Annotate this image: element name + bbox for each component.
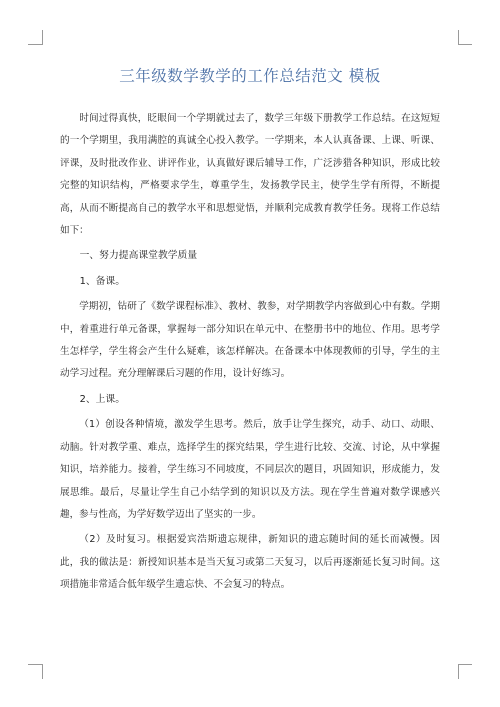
- corner-mark-bottom-right-h: [458, 664, 472, 665]
- class-teaching-paragraph: （1）创设各种情境，激发学生思考。然后，放手让学生探究，动手、动口、动眼、动脑。针对教学重、难点，选择学生的探究结果，学生进行比较、交流、讨论，从中掌握知识，培养能力。接着，学生练习不同坡度，不同层次的题目，巩固知识，形成能力，发展思维。最后，尽量让学生自己小结学到的知识以及方法。现在学生普遍对数学课感兴趣，参与性高，为学好数学迈出了坚实的一步。: [60, 419, 440, 520]
- document-body: [60, 108, 440, 597]
- corner-mark-bottom-left-h: [28, 664, 42, 665]
- corner-mark-top-left-h: [28, 44, 42, 45]
- corner-mark-top-left-v: [42, 30, 43, 45]
- corner-mark-bottom-right-v: [458, 664, 459, 679]
- intro-paragraph: 时间过得真快，眨眼间一个学期就过去了，数学三年级下册教学工作总结。在这短短的一个学期里，我用满腔的真诚全心投入教学。一学期来，本人认真备课、上课、听课、评课，及时批改作业、讲评作业，认真做好课后辅导工作，广泛涉猎各种知识，形成比较完整的知识结构，严格要求学生，尊重学生，发扬教学民主，使学生学有所得，不断提高，从而不断提高自己的教学水平和思想觉悟，并顺利完成教育教学任务。现将工作总结如下：: [60, 113, 440, 237]
- review-paragraph: （2）及时复习。根据爱宾浩斯遗忘规律，新知识的遗忘随时间的延长而减慢。因此，我的做法是：新授知识基本是当天复习或第二天复习，以后再逐渐延长复习时间。这项措施非常适合低年级学生遗忘快、不会复习的特点。: [60, 534, 440, 591]
- corner-mark-bottom-left-v: [42, 664, 43, 679]
- corner-mark-top-right-v: [458, 30, 459, 45]
- section-heading: 一、努力提高课堂教学质量: [79, 250, 198, 262]
- document-title: 三年级数学教学的工作总结范文 模板: [119, 67, 381, 85]
- subsection-heading-class: 2、上课。: [79, 393, 126, 405]
- subsection-heading-prep: 1、备课。: [79, 275, 126, 287]
- lesson-prep-paragraph: 学期初，钻研了《数学课程标准》、教材、教参，对学期教学内容做到心中有数。学期中，着重进行单元备课，掌握每一部分知识在单元中、在整册书中的地位、作用。思考学生怎样学，学生将会产生什么疑难，该怎样解决。在备课本中体现教师的引导，学生的主动学习过程。充分理解课后习题的作用，设计好练习。: [60, 301, 440, 380]
- corner-mark-top-right-h: [458, 44, 472, 45]
